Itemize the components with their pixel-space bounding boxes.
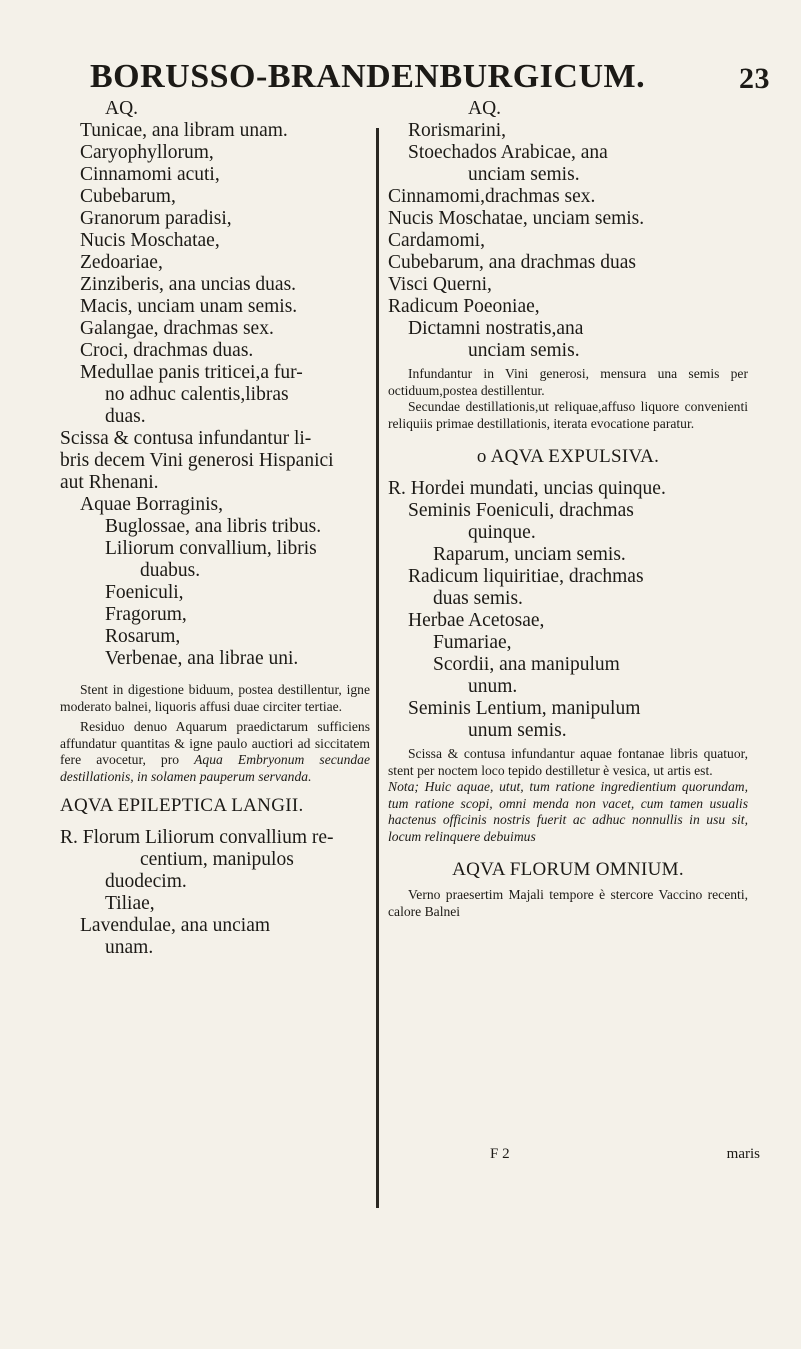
left-paragraph-2-italic: Aqua Embryonum secundae destillationis, in solamen pauperum servanda. xyxy=(60,752,370,784)
left-line: centium, manipulos xyxy=(140,849,294,870)
section-title-expulsiva: o AQVA EXPULSIVA. xyxy=(476,446,660,467)
left-line: unam. xyxy=(105,937,154,958)
right-line: Nucis Moschatae, unciam semis. xyxy=(388,208,645,229)
left-line: duas. xyxy=(105,406,146,427)
left-aq-marker: AQ. xyxy=(105,98,139,119)
left-line: no adhuc calentis,libras xyxy=(105,384,289,405)
section-title-florum: AQVA FLORUM OMNIUM. xyxy=(452,859,684,880)
left-line: R. Florum Liliorum convallium re- xyxy=(60,827,334,848)
left-line: duabus. xyxy=(140,560,201,581)
left-line: aut Rhenani. xyxy=(60,472,159,493)
left-line: Verbenae, ana librae uni. xyxy=(105,648,299,669)
left-line: bris decem Vini generosi Hispanici xyxy=(60,450,334,471)
left-line: Scissa & contusa infundantur li- xyxy=(60,428,312,449)
right-line: duas semis. xyxy=(433,588,523,609)
right-line: unciam semis. xyxy=(468,164,580,185)
right-line: Dictamni nostratis,ana xyxy=(408,318,584,339)
right-paragraph-2: Secundae destillationis,ut reliquae,affuso liquore convenienti reliquiis primae destillationis, iterata evocatione paratur. xyxy=(388,399,748,431)
right-line: Cardamomi, xyxy=(388,230,485,251)
right-line: Herbae Acetosae, xyxy=(408,610,545,631)
left-line: duodecim. xyxy=(105,871,187,892)
left-line: Macis, unciam unam semis. xyxy=(80,296,298,317)
left-line: Aquae Borraginis, xyxy=(80,494,223,515)
left-line: Buglossae, ana libris tribus. xyxy=(105,516,322,537)
left-line: Tunicae, ana libram unam. xyxy=(80,120,288,141)
right-line: Rorismarini, xyxy=(408,120,507,141)
left-line: Fragorum, xyxy=(105,604,187,625)
column-divider xyxy=(376,128,379,1208)
left-line: Lavendulae, ana unciam xyxy=(80,915,271,936)
right-line: Radicum Poeoniae, xyxy=(388,296,540,317)
right-line: Seminis Foeniculi, drachmas xyxy=(408,500,634,521)
right-paragraph-1: Infundantur in Vini generosi, mensura una semis per octiduum,postea destillentur. xyxy=(388,366,748,398)
right-line: Seminis Lentium, manipulum xyxy=(408,698,641,719)
left-line: Zedoariae, xyxy=(80,252,163,273)
right-line: Raparum, unciam semis. xyxy=(433,544,626,565)
running-title: BORUSSO-BRANDENBURGICUM. xyxy=(90,58,646,95)
left-paragraph-1: Stent in digestione biduum, postea destillentur, igne moderato balnei, liquoris affusi duae circiter tertiae. xyxy=(60,682,370,714)
right-line: quinque. xyxy=(468,522,536,543)
catchword: maris xyxy=(726,1146,760,1162)
section-title-epileptica: AQVA EPILEPTICA LANGII. xyxy=(60,795,304,816)
right-paragraph-3: Scissa & contusa infundantur aquae fontanae libris quatuor, stent per noctem loco tepido destilletur è vesica, ut artis est. xyxy=(388,746,748,778)
right-line: Cinnamomi,drachmas sex. xyxy=(388,186,596,207)
left-paragraph-2 xyxy=(60,719,370,785)
left-line: Croci, drachmas duas. xyxy=(80,340,254,361)
right-paragraph-nota: Nota; Huic aquae, utut, tum ratione ingredientium quorundam, tum ratione scopi, omni menda non vacet, cum tamen usualis hactenus officinis nostris fuerit ac adhuc nonnullis in usu sit, locum relinquere debuimus xyxy=(388,779,748,844)
left-column xyxy=(60,98,370,959)
left-line: Cinnamomi acuti, xyxy=(80,164,220,185)
page-number: 23 xyxy=(739,62,770,95)
right-line: Cubebarum, ana drachmas duas xyxy=(388,252,636,273)
running-header xyxy=(90,58,770,96)
right-line: Stoechados Arabicae, ana xyxy=(408,142,608,163)
right-line: Scordii, ana manipulum xyxy=(433,654,620,675)
right-line: Radicum liquiritiae, drachmas xyxy=(408,566,644,587)
left-line: Granorum paradisi, xyxy=(80,208,232,229)
left-line: Caryophyllorum, xyxy=(80,142,214,163)
left-paragraph-2-text: Residuo denuo Aquarum praedictarum sufficiens affundatur quantitas & igne paulo auctiori ad siccitatem fere avocetur, pro xyxy=(60,719,370,767)
left-line: Foeniculi, xyxy=(105,582,184,603)
left-line: Medullae panis triticei,a fur- xyxy=(80,362,303,383)
right-paragraph-5: Verno praesertim Majali tempore è stercore Vaccino recenti, calore Balnei xyxy=(388,887,748,919)
left-line: Cubebarum, xyxy=(80,186,176,207)
right-aq-marker: AQ. xyxy=(468,98,502,119)
right-column xyxy=(388,98,748,920)
right-line: R. Hordei mundati, uncias quinque. xyxy=(388,478,666,499)
right-line: unum semis. xyxy=(468,720,567,741)
left-line: Galangae, drachmas sex. xyxy=(80,318,274,339)
left-line: Rosarum, xyxy=(105,626,181,647)
left-line: Tiliae, xyxy=(105,893,155,914)
left-line: Zinziberis, ana uncias duas. xyxy=(80,274,297,295)
right-line: Fumariae, xyxy=(433,632,512,653)
right-line: Visci Querni, xyxy=(388,274,492,295)
signature-mark: F 2 xyxy=(490,1146,510,1162)
left-line: Liliorum convallium, libris xyxy=(105,538,317,559)
right-line: unciam semis. xyxy=(468,340,580,361)
left-line: Nucis Moschatae, xyxy=(80,230,220,251)
right-line: unum. xyxy=(468,676,518,697)
